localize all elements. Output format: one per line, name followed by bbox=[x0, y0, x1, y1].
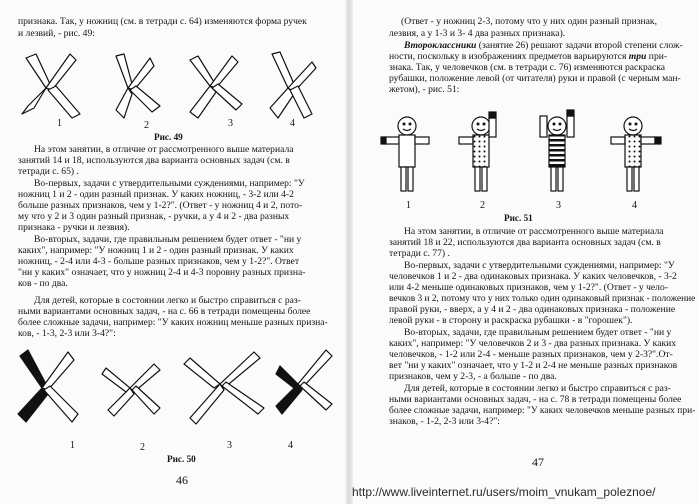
page-number: 47 bbox=[532, 455, 544, 469]
text-line: Во-первых, задачи с утвердительными суждениями, например: "У bbox=[34, 178, 305, 189]
text-line: или 4-2 меньше одинаковых признаков, чем у 1-2?". (Ответ - у чело- bbox=[389, 282, 668, 293]
text-line: ными вариантами основных задач, - на с. 66 в тетради помещены более bbox=[18, 306, 311, 317]
text-line: ножниц, - 2-4 или 4-3 - больше разных признаков, чем у 1-2?". Ответ bbox=[18, 256, 300, 267]
text-line: более сложные задачи, например: "У каких человечков меньше разных при- bbox=[389, 405, 696, 416]
scissors-3 bbox=[190, 56, 242, 118]
figure-label: 4 bbox=[632, 200, 637, 211]
scissors-4 bbox=[270, 52, 316, 118]
person-2 bbox=[459, 112, 496, 191]
scissors-2 bbox=[102, 364, 160, 416]
text-line: Во-вторых, задачи, где правильным решением будет ответ - "ни у bbox=[404, 327, 672, 338]
emphasis-lead: Второклассники bbox=[404, 40, 477, 51]
figure-label: 3 bbox=[556, 200, 561, 211]
text-line bbox=[389, 51, 667, 62]
text-line: На этом занятии, в отличие от рассмотренного выше материала bbox=[34, 144, 294, 155]
text-line: ножниц 1 и 2 - один разный признак. У каких ножниц, - 3-2 или 4-2 bbox=[18, 189, 294, 200]
figure-label: 1 bbox=[70, 440, 75, 451]
figure-caption: Рис. 49 bbox=[154, 132, 183, 142]
text-line-rest: (занятие 26) решают задачи второй степени слож- bbox=[476, 40, 683, 51]
scissors-1 bbox=[18, 350, 78, 422]
text-line: (Ответ - у ножниц 2-3, потому что у них один разный признак, bbox=[401, 16, 657, 27]
figure-label: 1 bbox=[406, 200, 411, 211]
emphasis-word: три bbox=[628, 51, 647, 62]
figure-label: 2 bbox=[144, 120, 149, 131]
text-line: занятий 18 и 22, используются два варианта основных задач (см. в bbox=[389, 237, 661, 248]
page-47 bbox=[349, 0, 699, 504]
text-line: му что у 2 и 3 один разный признак, - ручки, а у 4 и 2 - два разных bbox=[18, 211, 290, 222]
text-line: На этом занятии, в отличие от рассмотренного выше материала bbox=[404, 226, 664, 237]
text-line: занятий 14 и 18, используются два варианта основных задач (см. в bbox=[18, 155, 290, 166]
text-line: тетради с. 77) . bbox=[389, 248, 450, 259]
text-line bbox=[404, 40, 683, 51]
figure-caption: Рис. 50 bbox=[167, 454, 196, 464]
text-line: тетради с. 65) . bbox=[18, 166, 79, 177]
figure-label: 4 bbox=[288, 440, 293, 451]
figure-50-scissors bbox=[14, 344, 334, 434]
page-number: 46 bbox=[176, 473, 188, 487]
figure-51-people bbox=[377, 104, 677, 208]
text-line: Для детей, которые в состоянии легко и быстро справиться с раз- bbox=[404, 383, 671, 394]
person-4 bbox=[611, 117, 661, 191]
text-line: и лезвий, - рис. 49: bbox=[18, 28, 95, 39]
text-line: знаков, - 1-2, 2-3 или 3-4?": bbox=[389, 416, 500, 427]
text-line: каких", например: "У ножниц 1 и 2 - один разный признак. У каких bbox=[18, 245, 294, 256]
text-line: ков, - 1-3, 2-3 или 3-4?": bbox=[18, 328, 116, 339]
figure-49-scissors bbox=[20, 48, 320, 126]
scissors-4 bbox=[276, 350, 332, 414]
text-line: ными вариантами основных задач, - на с. 78 в тетради помещены более bbox=[389, 394, 682, 405]
text-line: Во-первых, задачи с утвердительными суждениями, например: "У bbox=[404, 260, 675, 271]
text-line: каких", например: "У человечков 2 и 3 - два разных признака. У каких bbox=[389, 338, 677, 349]
text-line: жетом), - рис. 51: bbox=[389, 84, 460, 95]
text-line: более сложные задачи, например: "У каких ножниц меньше разных призна- bbox=[18, 317, 328, 328]
person-1 bbox=[381, 117, 429, 191]
text-line: знака. Так, у человечков (см. в тетради с. 76) изменяются раскраска bbox=[389, 62, 666, 73]
text-line: человечков 1 и 2 - два одинаковых признака. У каких человечков, - 3-2 bbox=[389, 271, 677, 282]
text-line: правой руки, - вверх, а у 4 и 2 - два одинаковых признака - положение bbox=[389, 304, 676, 315]
page-46 bbox=[0, 0, 349, 504]
text-line: больше разных признаков, чем у 1-2?". (Ответ - у ножниц 4 и 2, пото- bbox=[18, 200, 303, 211]
watermark-url: http://www.liveinternet.ru/users/moim_vnukam_poleznoe/ bbox=[352, 485, 656, 499]
text-line: человечков, - 1-2 или 2-4 - меньше разных признаков, чем у 2-3?".От- bbox=[389, 349, 673, 360]
figure-label: 4 bbox=[290, 118, 295, 129]
scissors-1 bbox=[22, 54, 80, 118]
text-span: ности, поскольку в изображениях предметов варьируются bbox=[389, 51, 629, 62]
figure-label: 2 bbox=[480, 200, 485, 211]
figure-label: 3 bbox=[228, 118, 233, 129]
text-line: признака. Так, у ножниц (см. в тетради с. 64) изменяются форма ручек bbox=[18, 16, 307, 27]
text-line: рубашки, положение левой (от читателя) руки и правой (с черным ман- bbox=[389, 73, 681, 84]
figure-label: 2 bbox=[140, 442, 145, 453]
text-line: вет "ни у каких" означает, что у 1-2 и 2-4 не меньше разных признаков bbox=[389, 360, 678, 371]
text-line: ков - по два. bbox=[18, 278, 68, 289]
text-line: лезвия, а у 1-3 и 3- 4 два разных признака). bbox=[389, 28, 566, 39]
text-line: Для детей, которые в состоянии легко и быстро справиться с раз- bbox=[34, 295, 301, 306]
figure-label: 1 bbox=[57, 118, 62, 129]
text-line: "ни у каких" означает, что у ножниц 2-4 и 4-3 поровну разных призна- bbox=[18, 267, 306, 278]
figure-caption: Рис. 51 bbox=[504, 213, 533, 223]
text-line: признаков, чем у 2-3, - а больше - по два. bbox=[389, 371, 557, 382]
person-3 bbox=[540, 110, 574, 191]
figure-label: 3 bbox=[227, 440, 232, 451]
text-span: при- bbox=[646, 51, 668, 62]
text-line: Во-вторых, задачи, где правильным решением будет ответ - "ни у bbox=[34, 234, 302, 245]
scissors-2 bbox=[116, 54, 160, 118]
text-line: признака - ручки и лезвия). bbox=[18, 222, 130, 233]
text-line: вечков 3 и 2, потому что у них только один одинаковый признак - положение bbox=[389, 293, 696, 304]
text-line: левой руки - в сторону и раскраска рубашки - в "горошек"). bbox=[389, 315, 633, 326]
scissors-3 bbox=[184, 352, 264, 424]
